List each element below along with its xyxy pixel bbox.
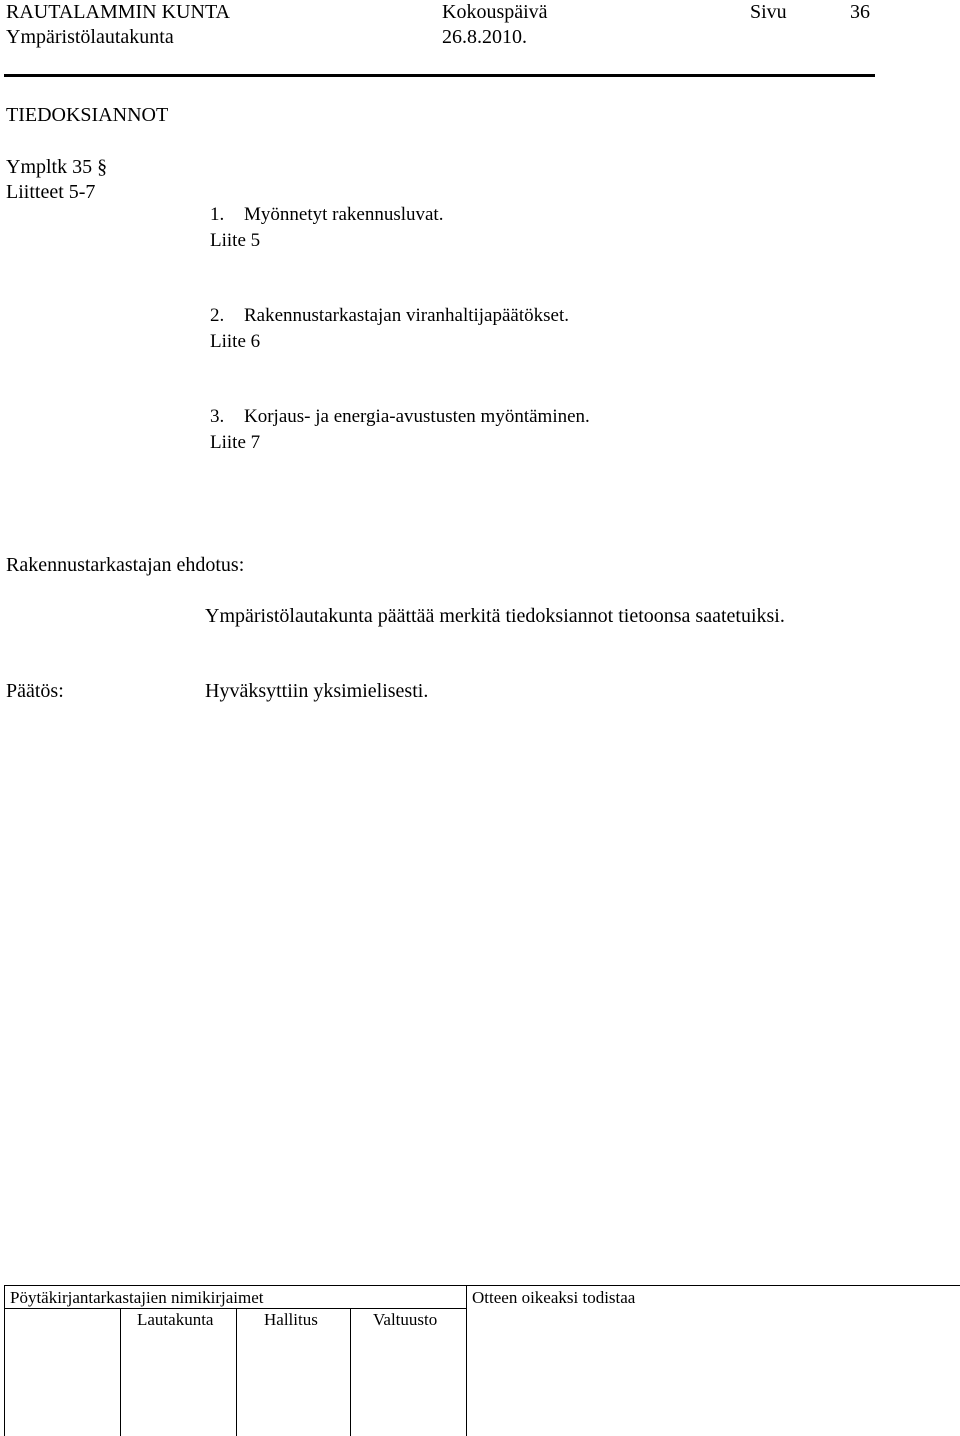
meeting-date: 26.8.2010.: [442, 26, 527, 48]
column-valtuusto: Valtuusto: [373, 1310, 438, 1329]
municipality-name: RAUTALAMMIN KUNTA: [6, 1, 231, 23]
footer-col-divider: [120, 1308, 121, 1436]
list-item-attachment: Liite 7: [210, 432, 261, 453]
committee-name: Ympäristölautakunta: [6, 26, 174, 48]
proposal-text: Ympäristölautakunta päättää merkitä tiedoksiannot tietoonsa saatetuiksi.: [205, 605, 785, 627]
list-item-text: Rakennustarkastajan viranhaltijapäätökset.: [244, 305, 569, 326]
list-item-number: 3.: [210, 406, 225, 427]
list-item-attachment: Liite 5: [210, 230, 261, 251]
list-item-number: 2.: [210, 305, 225, 326]
header-rule: [4, 74, 875, 77]
list-item-number: 1.: [210, 204, 225, 225]
footer-col-divider: [350, 1308, 351, 1436]
column-hallitus: Hallitus: [264, 1310, 318, 1329]
footer-left-border: [4, 1285, 5, 1436]
footer-col-divider: [236, 1308, 237, 1436]
decision-label: Päätös:: [6, 680, 64, 702]
list-item-attachment: Liite 6: [210, 331, 261, 352]
list-item-text: Korjaus- ja energia-avustusten myöntäminen.: [244, 406, 590, 427]
initials-title: Pöytäkirjantarkastajien nimikirjaimet: [10, 1288, 264, 1307]
footer-col-divider: [466, 1285, 467, 1436]
footer-top-rule: [4, 1285, 960, 1286]
attachments-reference: Liitteet 5-7: [6, 181, 96, 203]
list-item-text: Myönnetyt rakennusluvat.: [244, 204, 444, 225]
column-lautakunta: Lautakunta: [137, 1310, 214, 1329]
page-number: 36: [850, 1, 870, 23]
certified-copy-label: Otteen oikeaksi todistaa: [472, 1288, 636, 1307]
section-title: TIEDOKSIANNOT: [6, 104, 169, 126]
proposal-label: Rakennustarkastajan ehdotus:: [6, 554, 245, 576]
meeting-date-label: Kokouspäivä: [442, 1, 548, 23]
section-reference: Ympltk 35 §: [6, 156, 108, 178]
decision-text: Hyväksyttiin yksimielisesti.: [205, 680, 429, 702]
page-label: Sivu: [750, 1, 787, 23]
